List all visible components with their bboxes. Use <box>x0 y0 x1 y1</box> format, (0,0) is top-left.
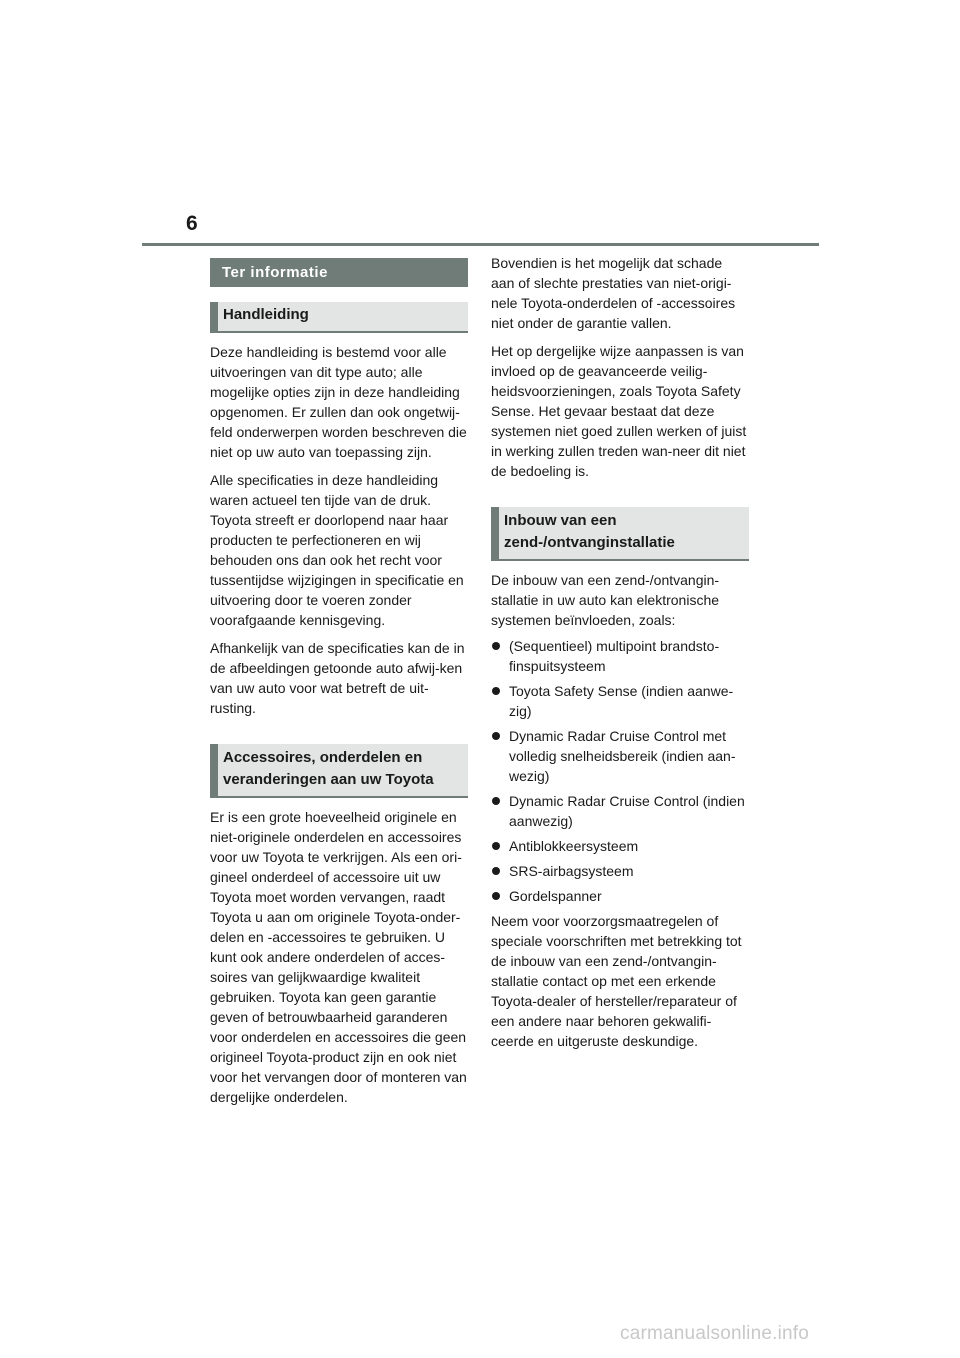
subheading-inbouw <box>491 507 749 561</box>
paragraph-accessoires: Er is een grote hoeveelheid originele en niet-originele onderdelen en accessoires voor uw Toyota te verkrijgen. Als een ori-gineel onderdeel of accessoire uit uw Toyota moet worden vervangen, raadt Toyota u aan om originele Toyota-onder-delen en -accessoires te gebruiken. U kunt ook andere onderdelen of acces-soires van gelijkwaardige kwaliteit gebruiken. Toyota kan geen garantie geven of betrouwbaarheid garanderen voor onderdelen en accessoires die geen origineel Toyota-product zijn en ook niet voor het vervangen door of monteren van dergelijke onderdelen. <box>210 809 467 1105</box>
page-number: 6 <box>186 212 198 235</box>
bullet-icon <box>492 867 500 875</box>
bullet-icon <box>492 687 500 695</box>
subheading-handleiding: Handleiding <box>210 302 468 333</box>
list-item: Antiblokkeersysteem <box>491 836 749 856</box>
subheading-inbouw-line1: Inbouw van een <box>504 512 617 529</box>
list-item: Toyota Safety Sense (indien aanwe-zig) <box>491 681 749 721</box>
list-item: (Sequentieel) multipoint brandsto-finspuitsysteem <box>491 636 749 676</box>
paragraph-handleiding-3: Afhankelijk van de specificaties kan de in de afbeeldingen getoonde auto afwij-ken van uw auto voor wat betreft de uit-rusting. <box>210 640 465 716</box>
section-title: Ter informatie <box>210 258 468 287</box>
bullet-icon <box>492 797 500 805</box>
bullet-icon <box>492 732 500 740</box>
paragraph-veiligheid: Het op dergelijke wijze aanpassen is van invloed op de geavanceerde veilig-heidsvoorzieningen, zoals Toyota Safety Sense. Het gevaar bestaat dat deze systemen niet goed zullen werken of juist in werking zullen treden wan-neer dit niet de bedoeling is. <box>491 343 747 479</box>
bullet-icon <box>492 842 500 850</box>
paragraph-handleiding-1: Deze handleiding is bestemd voor alle uitvoeringen van dit type auto; alle mogelijke opties zijn in deze handleiding opgenomen. Er zullen dan ook ongetwij-feld onderwerpen worden beschreven die niet op uw auto van toepassing zijn. <box>210 344 467 460</box>
bullet-icon <box>492 892 500 900</box>
subheading-accessoires-line1: Accessoires, onderdelen en <box>223 749 423 766</box>
subheading-inbouw-line2: zend-/ontvanginstallatie <box>504 534 675 551</box>
header-rule <box>142 243 819 246</box>
paragraph-handleiding-2: Alle specificaties in deze handleiding waren actueel ten tijde van de druk. Toyota streeft er doorlopend naar haar producten te perfectioneren en wij behouden ons dan ook het recht voor tussentijdse wijzigingen in specificatie en uitvoering door te voeren zonder voorafgaande kennisgeving. <box>210 472 464 628</box>
list-item: Dynamic Radar Cruise Control met volledig snelheidsbereik (indien aan-wezig) <box>491 726 749 786</box>
list-item: Gordelspanner <box>491 886 749 906</box>
bullet-list-systemen <box>491 636 749 906</box>
left-column <box>210 258 468 1107</box>
bullet-icon <box>492 642 500 650</box>
paragraph-inbouw-closing: Neem voor voorzorgsmaatregelen of speciale voorschriften met betrekking tot de inbouw van een zend-/ontvangin-stallatie contact op met een erkende Toyota-dealer of hersteller/reparateur of een andere naar behoren gekwalifi-ceerde en uitgeruste deskundige. <box>491 913 742 1049</box>
paragraph-inbouw-intro: De inbouw van een zend-/ontvangin-stallatie in uw auto kan elektronische systemen beïnvloeden, zoals: <box>491 572 720 628</box>
list-item: SRS-airbagsysteem <box>491 861 749 881</box>
paragraph-garantie: Bovendien is het mogelijk dat schade aan of slechte prestaties van niet-origi-nele Toyota-onderdelen of -accessoires niet onder de garantie vallen. <box>491 255 736 331</box>
subheading-accessoires-line2: veranderingen aan uw Toyota <box>223 771 434 788</box>
watermark-logo: carmanualsonline.info <box>620 1323 810 1344</box>
right-column <box>491 255 749 1051</box>
subheading-accessoires <box>210 744 468 798</box>
list-item: Dynamic Radar Cruise Control (indien aanwezig) <box>491 791 749 831</box>
